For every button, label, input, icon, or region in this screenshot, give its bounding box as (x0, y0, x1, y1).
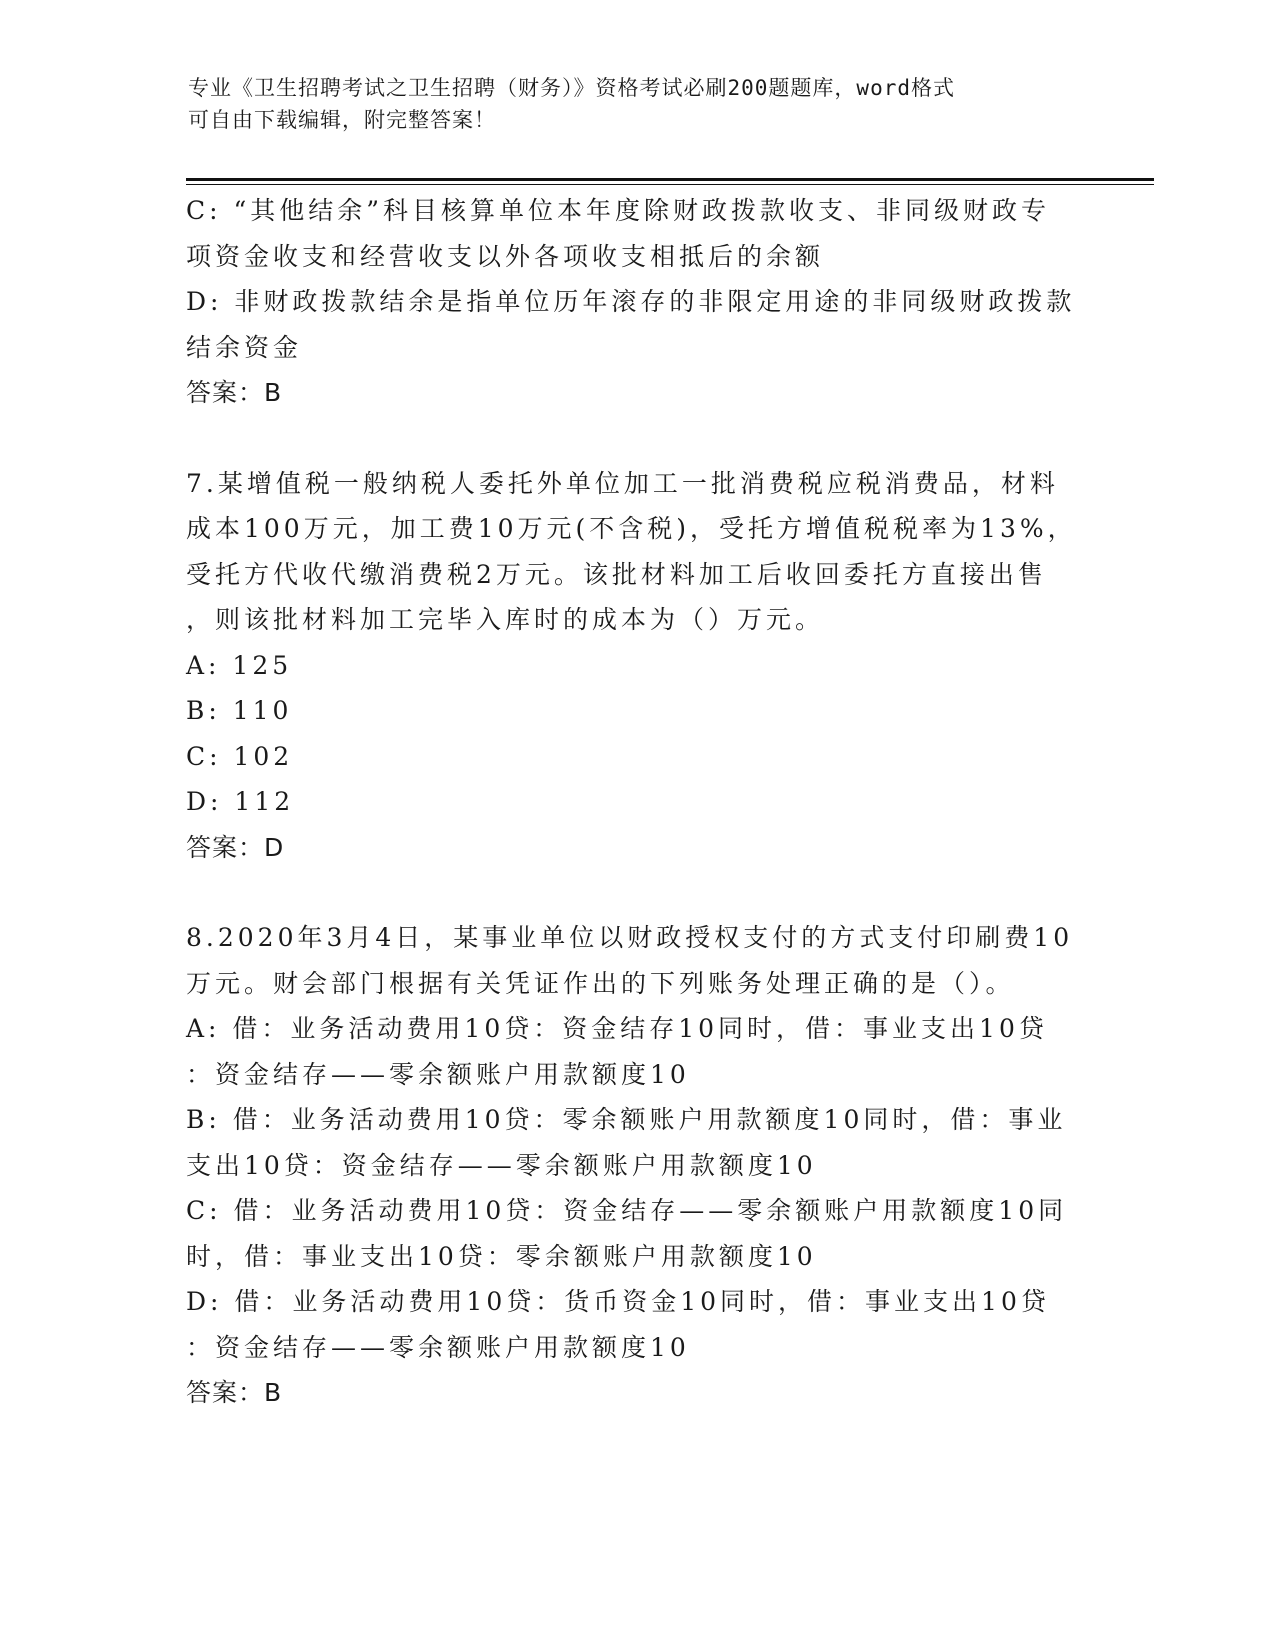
option-b-line-2: 支出10贷：资金结存——零余额账户用款额度10 (186, 1150, 817, 1180)
header-title-line-1: 专业《卫生招聘考试之卫生招聘（财务）》资格考试必刷200题题库，word格式 (188, 76, 955, 100)
answer-line: 答案：D (186, 832, 285, 862)
header-rule-thin (186, 184, 1154, 185)
option-a-line-1: A: 借：业务活动费用10贷：资金结存10同时，借：事业支出10贷 (186, 1014, 1048, 1043)
option-c-line-1: C: “其他结余”科目核算单位本年度除财政拨款收支、非同级财政专 (186, 196, 1051, 225)
option-c-line-2: 时，借：事业支出10贷：零余额账户用款额度10 (186, 1241, 817, 1271)
option-c: C: 102 (186, 741, 294, 771)
option-d-line-1: D: 借：业务活动费用10贷：货币资金10同时，借：事业支出10贷 (186, 1287, 1050, 1316)
option-b: B: 110 (186, 696, 293, 725)
header-rule-thick (186, 178, 1154, 181)
option-d-line-2: 结余资金 (186, 332, 303, 362)
option-c-line-2: 项资金收支和经营收支以外各项收支相抵后的余额 (186, 241, 825, 271)
page-header (188, 72, 1068, 136)
question-8 (186, 915, 1086, 1416)
question-stem-line-2: 成本100万元，加工费10万元(不含税)，受托方增值税税率为13%， (186, 514, 1077, 543)
question-spacer (186, 870, 1086, 915)
option-b-line-1: B: 借：业务活动费用10贷：零余额账户用款额度10同时，借：事业 (186, 1105, 1067, 1134)
header-title-line-2: 可自由下载编辑，附完整答案！ (188, 108, 496, 132)
option-d-line-1: D: 非财政拨款结余是指单位历年滚存的非限定用途的非同级财政拨款 (186, 287, 1076, 316)
option-d: D: 112 (186, 787, 295, 816)
question-stem-line-3: 受托方代收代缴消费税2万元。该批材料加工后收回委托方直接出售 (186, 559, 1047, 589)
answer-line: 答案：B (186, 378, 283, 407)
question-stem-line-4: ，则该批材料加工完毕入库时的成本为（）万元。 (186, 605, 825, 634)
answer-line: 答案：B (186, 1378, 283, 1407)
option-a: A: 125 (186, 650, 293, 680)
option-d-line-2: ：资金结存——零余额账户用款额度10 (186, 1332, 690, 1362)
question-stem-line-1: 8.2020年3月4日，某事业单位以财政授权支付的方式支付印刷费10 (186, 923, 1074, 952)
question-stem-line-2: 万元。财会部门根据有关凭证作出的下列账务处理正确的是（）。 (186, 968, 1015, 998)
option-a-line-2: ：资金结存——零余额账户用款额度10 (186, 1059, 690, 1089)
question-stem-line-1: 7.某增值税一般纳税人委托外单位加工一批消费税应税消费品，材料 (186, 468, 1059, 498)
question-6-tail (186, 188, 1086, 416)
document-body (186, 188, 1086, 1416)
question-7 (186, 461, 1086, 871)
question-spacer (186, 416, 1086, 461)
option-c-line-1: C: 借：业务活动费用10贷：资金结存——零余额账户用款额度10同 (186, 1196, 1068, 1225)
